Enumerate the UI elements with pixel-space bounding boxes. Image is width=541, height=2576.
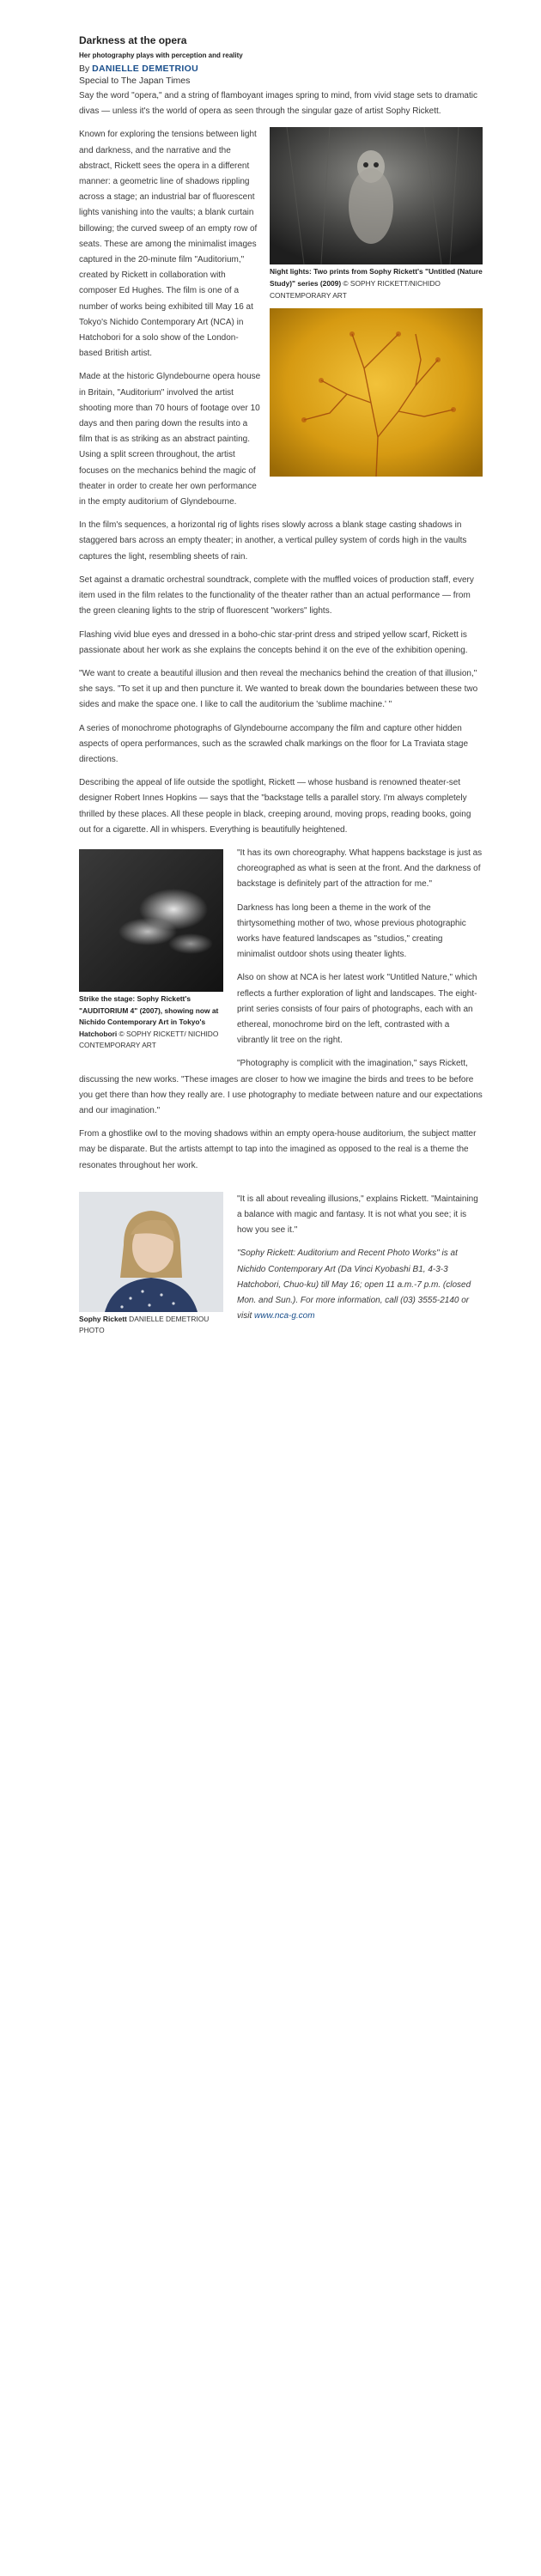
article-title: Darkness at the opera xyxy=(79,34,187,46)
paragraph: "Photography is complicit with the imagination," says Rickett, discussing the new works. "These images are closer to how we imagine the birds and trees to be before you get there than how they really are. I use photography to mediate between nature and our expectations and our imagination." xyxy=(79,1059,483,1115)
paragraph: Made at the historic Glyndebourne opera house in Britain, "Auditorium" involved the artist shooting more than 70 hours of footage over 10 days and then paring down the results into a film that is as striking as an abstract painting. Using a split screen throughout, the artist focuses on the mechanics behind the magic of theater in order to create her own performance in the empty auditorium of Glyndebourne. xyxy=(79,372,261,507)
byline xyxy=(79,63,483,75)
paragraph: Flashing vivid blue eyes and dressed in a boho-chic star-print dress and striped yellow scarf, Rickett is passionate about her work as she explains the concepts behind it on the eve of the exhibition opening. xyxy=(79,629,468,655)
figure-portrait xyxy=(79,1192,223,1337)
caption-bold: Sophy Rickett xyxy=(79,1314,127,1323)
byline-prefix: By xyxy=(79,64,93,74)
tree-photo xyxy=(270,308,483,477)
author-name: DANIELLE DEMETRIOU xyxy=(92,64,198,74)
figure-auditorium xyxy=(79,849,223,1052)
caption-auditorium xyxy=(79,993,223,1052)
paragraph: Also on show at NCA is her latest work "Untitled Nature," which reflects a further exploration of light and landscapes. The eight-print series consists of four pairs of photographs, each with an ethereal, monochrome bird on the left, contrasted with a vibrantly lit tree on the right. xyxy=(237,973,477,1046)
paragraph: Set against a dramatic orchestral soundtrack, complete with the muffled voices of production staff, every item used in the film relates to the functionality of the theater rather than an actual performance — from the green cleaning lights to the strip of fluorescent "workers" lights. xyxy=(79,574,474,617)
paragraph: Known for exploring the tensions between light and darkness, and the narrative and the abstract, Rickett sees the opera in a different manner: a geometric line of shadows rippling across a stage; an industrial bar of fluorescent lights vanishing into the vaults; a blank curtain billowing; the curved sweep of an empty row of seats. These are among the minimalist images captured in the 20-minute film "Auditorium," created by Rickett in collaboration with composer Ed Hughes. The film is one of a number of works being exhibited till May 16 at Tokyo's Nichido Contemporary Art (NCA) in Hatchobori for a solo show of the London-based British artist. xyxy=(79,130,258,359)
caption-bold: Strike the stage: Sophy Rickett's "AUDITORIUM 4" (2007), showing now at Nichido Contemporary Art in Tokyo's Hatchobori xyxy=(79,993,219,1038)
paragraph: "It has its own choreography. What happens backstage is just as choreographed as what is seen at the front. And the darkness of backstage is definitely part of the attraction for me." xyxy=(237,848,483,890)
caption-credit: DANIELLE DEMETRIOU PHOTO xyxy=(79,1314,210,1335)
paragraph: In the film's sequences, a horizontal rig of lights rises slowly across a blank stage casting shadows in staggered bars across an empty theater; in another, a vertical pulley system of cords high in the vaults captures the light, resembling sheets of rain. xyxy=(79,520,467,562)
paragraph: A series of monochrome photographs of Glyndebourne accompany the film and capture other hidden aspects of opera performances, such as the scrawled chalk markings on the floor for La Traviata stage directions. xyxy=(79,723,469,764)
caption-credit: © SOPHY RICKETT/NICHIDO CONTEMPORARY ART xyxy=(270,279,441,300)
exhibition-info-text: "Sophy Rickett: Auditorium and Recent Photo Works" is at Nichido Contemporary Art (Da Vinci Kyobashi B1, 4-3-3 Hatchobori, Chuo-ku) till May 16; open 11 a.m.-7 p.m. (closed Mon. and Sun.). For more information, call (03) 3555-2140 or visit xyxy=(237,1249,471,1321)
auditorium-photo xyxy=(79,849,223,992)
caption-credit: © SOPHY RICKETT/ NICHIDO CONTEMPORARY ART xyxy=(79,1029,219,1050)
owl-photo xyxy=(270,127,483,264)
paragraph: Darkness has long been a theme in the work of the thirtysomething mother of two, whose previous photographic works have featured landscapes as "studios," creating minimalist outdoor shots using theater lights. xyxy=(237,902,466,960)
article xyxy=(79,34,483,1342)
paragraph: Describing the appeal of life outside the spotlight, Rickett — whose husband is renowned theater-set designer Robert Innes Hopkins — says that the "backstage tells a parallel story. I'm always completely thrilled by these places. All these people in black, creeping around, moving props, reading books, going out for a cigarette. All in whispers. Everything is beautifully heightened. xyxy=(79,778,471,835)
article-subtitle: Her photography plays with perception and reality xyxy=(79,52,243,59)
paragraph: From a ghostlike owl to the moving shadows within an empty opera-house auditorium, the subject matter may be disparate. But the artists attempt to tap into the imagined as opposed to the real is a theme the resonates throughout her work. xyxy=(79,1129,477,1170)
caption-bold: Night lights: Two prints from Sophy Rickett's "Untitled (Nature Study)" series (2009) xyxy=(270,267,483,288)
website-link[interactable]: www.nca-g.com xyxy=(254,1311,315,1321)
paragraph: "We want to create a beautiful illusion and then reveal the mechanics behind the creation of that illusion," she says. "To set it up and then puncture it. We wanted to break down the boundaries between these two sides and make the space one. I like to call the auditorium the 'sublime machine.' " xyxy=(79,668,478,710)
paragraph: Say the word "opera," and a string of flamboyant images spring to mind, from vivid stage sets to dramatic divas — unless it's the world of opera as seen through the singular gaze of artist Sophy Rickett. xyxy=(79,91,477,117)
figure-night-lights xyxy=(270,127,483,477)
portrait-photo xyxy=(79,1192,223,1312)
article-source: Special to The Japan Times xyxy=(79,76,191,86)
caption-night-lights xyxy=(270,266,483,301)
paragraph: "It is all about revealing illusions," explains Rickett. "Maintaining a balance with magic and fantasy. It is not what you see; it is how you see it." xyxy=(237,1194,478,1236)
caption-portrait xyxy=(79,1314,223,1337)
